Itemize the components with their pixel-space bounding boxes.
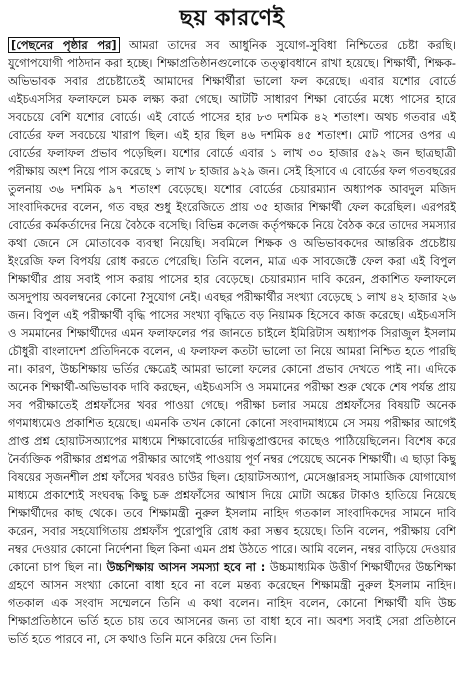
article-body bbox=[8, 36, 456, 648]
article-paragraph-2: উচ্চমাধ্যমিক উত্তীর্ণ শিক্ষার্থীদের উচ্চশিক্ষা গ্রহণে আসন সংখ্যা কোনো বাধা হবে না বলে মন্তব্য করেছেন শিক্ষামন্ত্রী নুরুল ইসলাম নাহিদ। গতকাল এক সংবাদ সম্মেলনে তিনি এ কথা বলেন। নাহিদ বলেন, কোনো শিক্ষার্থী যদি উচ্চ শিক্ষাপ্রতিষ্ঠানে ভর্তি হতে চায় তবে আসনের জন্য তা বাধা হবে না। অবশ্য সবাই সেরা প্রতিষ্ঠানে ভর্তি হতে পারবে না, সে কথাও তিনি মনে করিয়ে দেন তিনি। bbox=[8, 560, 456, 646]
continued-from-previous-page-tag: [পেছনের পৃষ্ঠার পর] bbox=[8, 37, 120, 53]
newspaper-article bbox=[8, 4, 456, 690]
article-paragraph-1: আমরা তাদের সব আধুনিক সুযোগ-সুবিধা নিশ্চিতের চেষ্টা করছি। যুগোপযোগী পাঠদান করা হচ্ছে। শিক্ষাপ্রতিষ্ঠানগুলোকে তত্ত্বাবধানে রাখা হয়েছে। শিক্ষার্থী, শিক্ষক-অভিভাবক সবার প্রচেষ্টাতেই আমাদের শিক্ষার্থীরা ভালো ফল করেছে। এবার যশোর বোর্ডে এইচএসসির ফলাফলে চমক লক্ষ্য করা গেছে। আটটি সাধারণ শিক্ষা বোর্ডের মধ্যে পাসের হারে সবচেয়ে বেশি যশোর বোর্ডে। এই বোর্ডে পাসের হার ৮৩ দশমিক ৪২ শতাংশ। অথচ গতবার এই বোর্ডের ফল সবচেয়ে খারাপ ছিল। এই হার ছিল ৪৬ দশমিক ৪৫ শতাংশ। মোট পাসের ওপর এ বোর্ডের ফলাফল প্রভাব পড়েছিল। যশোর বোর্ডে এবার ১ লাখ ৩০ হাজার ৫৯২ জন ছাত্রছাত্রী পরীক্ষায় অংশ নিয়ে পাস করেছে ১ লাখ ৮ হাজার ৯২৯ জন। সেই হিসাবে এ বোর্ডের ফল গতবছরের তুলনায় ৩৬ দশমিক ৯৭ শতাংশ বেড়েছে। যশোর বোর্ডের চেয়ারম্যান অধ্যাপক আবদুল মজিদ সাংবাদিকদের বলেন, গত বছর শুধু ইংরেজিতে প্রায় ৩৫ হাজার শিক্ষার্থী ফেল করেছিল। এরপরই বোর্ডের কর্মকর্তাদের নিয়ে বৈঠকে বসেছি। বিভিন্ন কলেজ কর্তৃপক্ষকে নিয়ে বৈঠক করে তাদের সমস্যার কথা জেনে সে মোতাবেক ব্যবস্থা নিয়েছি। সবমিলে শিক্ষক ও অভিভাবকদের আন্তরিক প্রচেষ্টায় ইংরেজি ফল বিপর্যয় রোধ করতে পেরেছি। তিনি বলেন, মাত্র এক সাবজেক্টে ফেল করা এই বিপুল শিক্ষার্থীর প্রায় সবাই পাস করায় পাসের হার বেড়েছে। চেয়ারম্যান দাবি করেন, প্রকাশিত ফলাফলে অসদুপায় অবলম্বনের কোনো ?সুযোগ নেই। এবছর পরীক্ষার্থীর সংখ্যা বেড়েছে ১ লাখ ৪২ হাজার ২৬ জন। বিপুল এই পরীক্ষার্থী বৃদ্ধি পাসের সংখ্যা বৃদ্ধিতে বড় নিয়ামক হিসেবে কাজ করেছে। এইচএসসি ও সমমানের শিক্ষার্থীদের এমন ফলাফলের পর জানতে চাইলে ইমিরিটাস অধ্যাপক সিরাজুল ইসলাম চৌধুরী বাংলাদেশ প্রতিদিনকে বলেন, এ ফলাফল কতটা ভালো তা নিয়ে আমরা নিশ্চিত হতে পারছি না। কারণ, উচ্চশিক্ষায় ভর্তির ক্ষেত্রেই আমরা ভালো ফলের কোনো প্রভাব দেখতে পাই না। এদিকে অনেক শিক্ষার্থী-অভিভাবক দাবি করছেন, এইচএসসি ও সমমানের পরীক্ষা শুরু থেকে শেষ পর্যন্ত প্রায় সব পরীক্ষাতেই প্রশ্নফাঁসের খবর পাওয়া গেছে। পরীক্ষা চলার সময়ে প্রশ্নফাঁসের বিষয়টি অনেক গণমাধ্যমেও প্রকাশিত হয়েছে। এমনকি তখন কোনো কোনো সংবাদমাধ্যমে সে সময় পরীক্ষার আগেই প্রাপ্ত প্রশ্ন হোয়াটসঅ্যাপের মাধ্যমে শিক্ষাবোর্ডের দায়িত্বপ্রাপ্তদের কাছেও পাঠিয়েছিলেন। বিশেষ করে নৈর্ব্যক্তিক পরীক্ষার প্রশ্নপত্র পরীক্ষার আগেই পাওয়ায় পূর্ণ নম্বর পেয়েছে অনেক শিক্ষার্থী। এ ছাড়া কিছু বিষয়ের সৃজনশীল প্রশ্ন ফাঁসের খবরও চাউর ছিল। হোয়াটসঅ্যাপ, মেসেঞ্জারসহ সামাজিক যোগাযোগ মাধ্যমে প্রকাশ্যেই সংঘবদ্ধ কিছু চক্র প্রশ্নফাঁসের আশ্বাস দিয়ে মোটা অঙ্কের টাকাও হাতিয়ে নিয়েছে শিক্ষার্থীদের কাছ থেকে। তবে শিক্ষামন্ত্রী নুরুল ইসলাম নাহিদ গতকাল সাংবাদিকদের সামনে দাবি করেন, সবার সহযোগিতায় প্রশ্নফাঁস পুরোপুরি রোধ করা সম্ভব হয়েছে। তিনি বলেন, পরীক্ষায় বেশি নম্বর দেওয়ার কোনো নির্দেশনা ছিল কিনা এমন প্রশ্ন উঠতে পারে। আমি বলেন, নম্বর বাড়িয়ে দেওয়ার কোনো চাপ ছিল না। bbox=[8, 38, 456, 574]
article-subheading: উচ্চশিক্ষায় আসন সমস্যা হবে না : bbox=[106, 560, 266, 574]
article-headline: ছয় কারণেই bbox=[179, 6, 285, 31]
